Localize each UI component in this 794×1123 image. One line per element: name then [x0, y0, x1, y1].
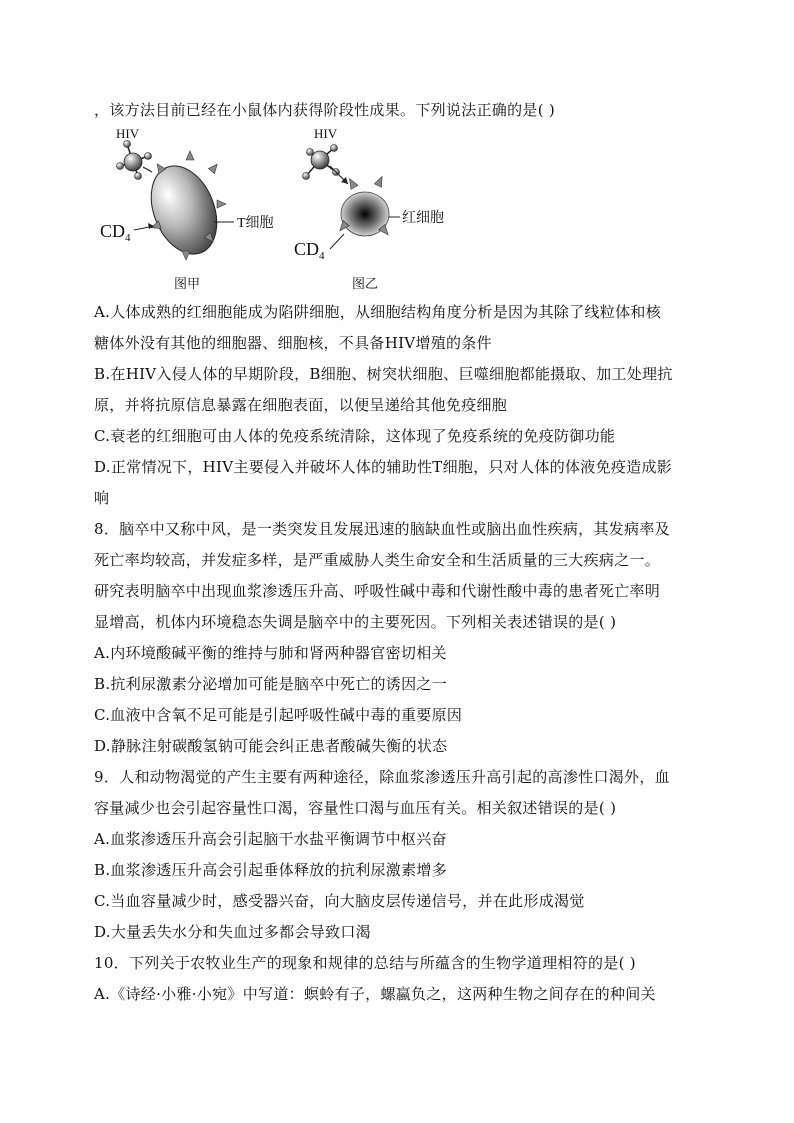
t-cell: [139, 156, 229, 264]
text-line: 死亡率均较高，并发症多样，是严重威胁人类生命安全和生活质量的三大疾病之一。: [94, 551, 661, 569]
text-line: 糖体外没有其他的细胞器、细胞核，不具备HIV增殖的条件: [94, 334, 492, 352]
text-line: 显增高，机体内环境稳态失调是脑卒中的主要死因。下列相关表述错误的是( ): [94, 613, 617, 631]
cd4-pointer-yi: [330, 234, 344, 249]
text-line: D.静脉注射碳酸氢钠可能会纠正患者酸碱失衡的状态: [94, 737, 448, 755]
text-line: ，该方法目前已经在小鼠体内获得阶段性成果。下列说法正确的是( ): [94, 101, 556, 119]
t-cell-label: T细胞: [237, 216, 274, 231]
text-line: B.抗利尿激素分泌增加可能是脑卒中死亡的诱因之一: [94, 675, 447, 693]
text-line: A.人体成熟的红细胞能成为陷阱细胞，从细胞结构角度分析是因为其除了线粒体和核: [94, 303, 662, 321]
text-line: A.血浆渗透压升高会引起脑干水盐平衡调节中枢兴奋: [94, 830, 447, 848]
text-line: D.正常情况下，HIV主要侵入并破坏人体的辅助性T细胞，只对人体的体液免疫造成影: [94, 458, 673, 476]
caption-jia: 图甲: [174, 276, 201, 291]
figure-jia: [100, 126, 274, 291]
hiv-label-jia: HIV: [116, 126, 140, 141]
text-line: A.内环境酸碱平衡的维持与肺和肾两种器官密切相关: [94, 644, 447, 662]
text-line: 研究表明脑卒中出现血浆渗透压升高、呼吸性碱中毒和代谢性酸中毒的患者死亡率明: [94, 582, 661, 600]
text-line: B.血浆渗透压升高会引起垂体释放的抗利尿激素增多: [94, 861, 447, 879]
text-line: 容量减少也会引起容量性口渴，容量性口渴与血压有关。相关叙述错误的是( ): [94, 799, 617, 817]
hiv-label-yi: HIV: [314, 126, 338, 141]
hiv-virus-yi: [303, 145, 340, 180]
text-line: C.衰老的红细胞可由人体的免疫系统清除，这体现了免疫系统的免疫防御功能: [94, 427, 616, 445]
text-line: D.大量丢失水分和失血过多都会导致口渴: [94, 923, 371, 941]
rbc-label: 红细胞: [402, 211, 444, 226]
text-line: 8．脑卒中又称中风，是一类突发且发展迅速的脑缺血性或脑出血性疾病，其发病率及: [94, 520, 670, 538]
text-line: C.当血容量减少时，感受器兴奋，向大脑皮层传递信号，并在此形成渴觉: [94, 892, 585, 910]
caption-yi: 图乙: [352, 276, 379, 291]
hiv-cell-figure: [100, 122, 460, 294]
text-line: B.在HIV入侵人体的早期阶段，B细胞、树突状细胞、巨噬细胞都能摄取、加工处理抗: [94, 365, 673, 383]
text-line: 响: [94, 489, 110, 507]
text-line: 原，并将抗原信息暴露在细胞表面，以便呈递给其他免疫细胞: [94, 396, 508, 414]
text-line: C.血液中含氧不足可能是引起呼吸性碱中毒的重要原因: [94, 706, 463, 724]
text-line: 9．人和动物渴觉的产生主要有两种途径，除血浆渗透压升高引起的高渗性口渴外，血: [94, 768, 670, 786]
text-line: 10．下列关于农牧业生产的现象和规律的总结与所蕴含的生物学道理相符的是( ): [94, 954, 636, 972]
hiv-virus-jia: [117, 141, 152, 180]
cd4-label-jia: $CD_4$: [100, 221, 131, 244]
figure-yi: [294, 126, 444, 291]
text-line: A.《诗经·小雅·小宛》中写道：螟蛉有子，螺蠃负之，这两种生物之间存在的种间关: [94, 985, 656, 1003]
cd4-label-yi: $CD_4$: [294, 239, 325, 262]
